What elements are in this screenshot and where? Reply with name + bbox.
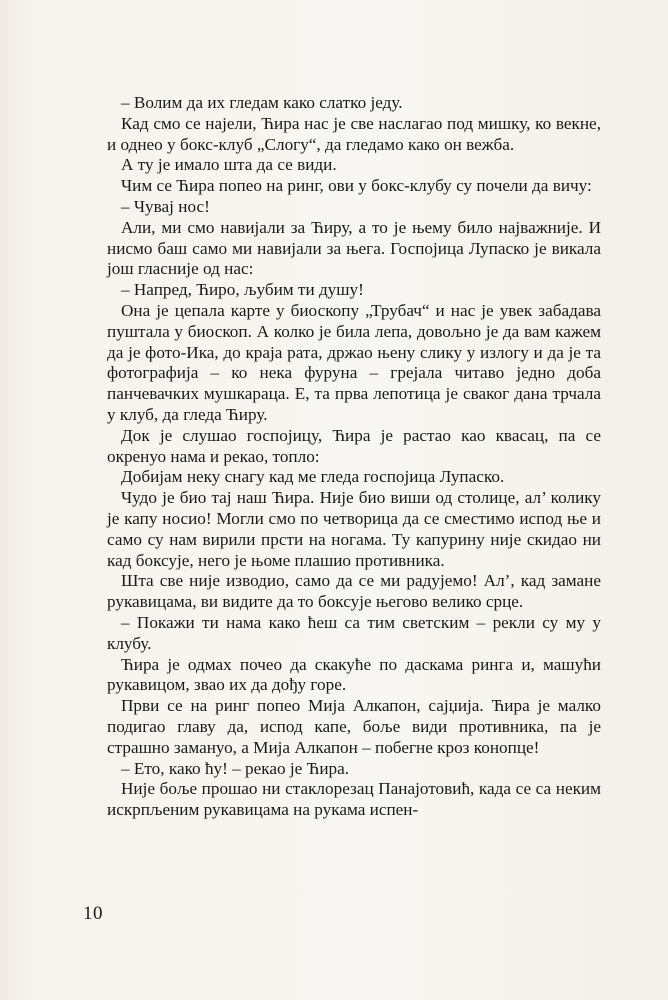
paragraph: Није боље прошао ни стаклорезац Панајотовић, када се са неким искрпљеним рукавицама на рукама испен- (107, 779, 601, 820)
paragraph: – Ето, како ћу! – рекао је Ћира. (121, 758, 350, 778)
paragraph: Чим се Ћира попео на ринг, ови у бокс-клубу су почели да вичу: (121, 176, 592, 196)
body-text (107, 93, 601, 821)
paragraph: А ту је имало шта да се види. (121, 155, 337, 175)
paragraph: – Волим да их гледам како слатко једу. (121, 93, 403, 112)
page-number: 10 (83, 903, 103, 924)
paragraph: Кад смо се најели, Ћира нас је све наслагао под мишку, ко векне, и однео у бокс-клуб „Слогу“, да гледамо како он вежба. (107, 113, 601, 154)
paragraph: Док је слушао госпојицу, Ћира је растао као квасац, па се окренуо нама и рекао, топло: (107, 425, 601, 466)
paragraph: Али, ми смо навијали за Ћиру, а то је њему било најважније. И нисмо баш само ми навијали за њега. Госпојица Лупаско је викала још гласније од нас: (107, 217, 601, 279)
paragraph: Она је цепала карте у биоскопу „Трубач“ и нас је увек забадава пуштала у биоскоп. А колко је била лепа, довољно је да вам кажем да је фото-Ика, до краја рата, држао њену слику у излогу и да је та фотографија – ко нека фуруна – грејала читаво једно доба панчевачких мушкараца. Е, та прва лепотица је сваког дана трчала у клуб, да гледа Ћиру. (107, 300, 601, 424)
paragraph: Први се на ринг попео Мија Алкапон, сајџија. Ћира је малко подигао главу да, испод капе, боље види противника, па је страшно замануо, а Мија Алкапон – побегне кроз конопце! (107, 696, 601, 757)
paragraph: Добијам неку снагу кад ме гледа госпојица Лупаско. (121, 467, 505, 487)
paragraph: Чудо је био тај наш Ћира. Није био виши од столице, ал’ колику је капу носио! Могли смо по четворица да се сместимо испод ње и само су нам вирили прсти на ногама. Ту капурину није скидао ни кад боксује, него је њоме плашио противника. (107, 488, 601, 570)
paragraph: – Чувај нос! (121, 196, 210, 216)
paragraph: Шта све није изводио, само да се ми радујемо! Ал’, кад замане рукавицама, ви видите да то боксује његово велико срце. (107, 571, 601, 612)
paragraph: Ћира је одмах почео да скакуће по даскама ринга и, машући рукавицом, звао их да дођу горе. (107, 654, 601, 695)
paragraph: – Напред, Ћиро, љубим ти душу! (121, 280, 364, 300)
paragraph: – Покажи ти нама како ћеш са тим светским – рекли су му у клубу. (107, 612, 601, 653)
